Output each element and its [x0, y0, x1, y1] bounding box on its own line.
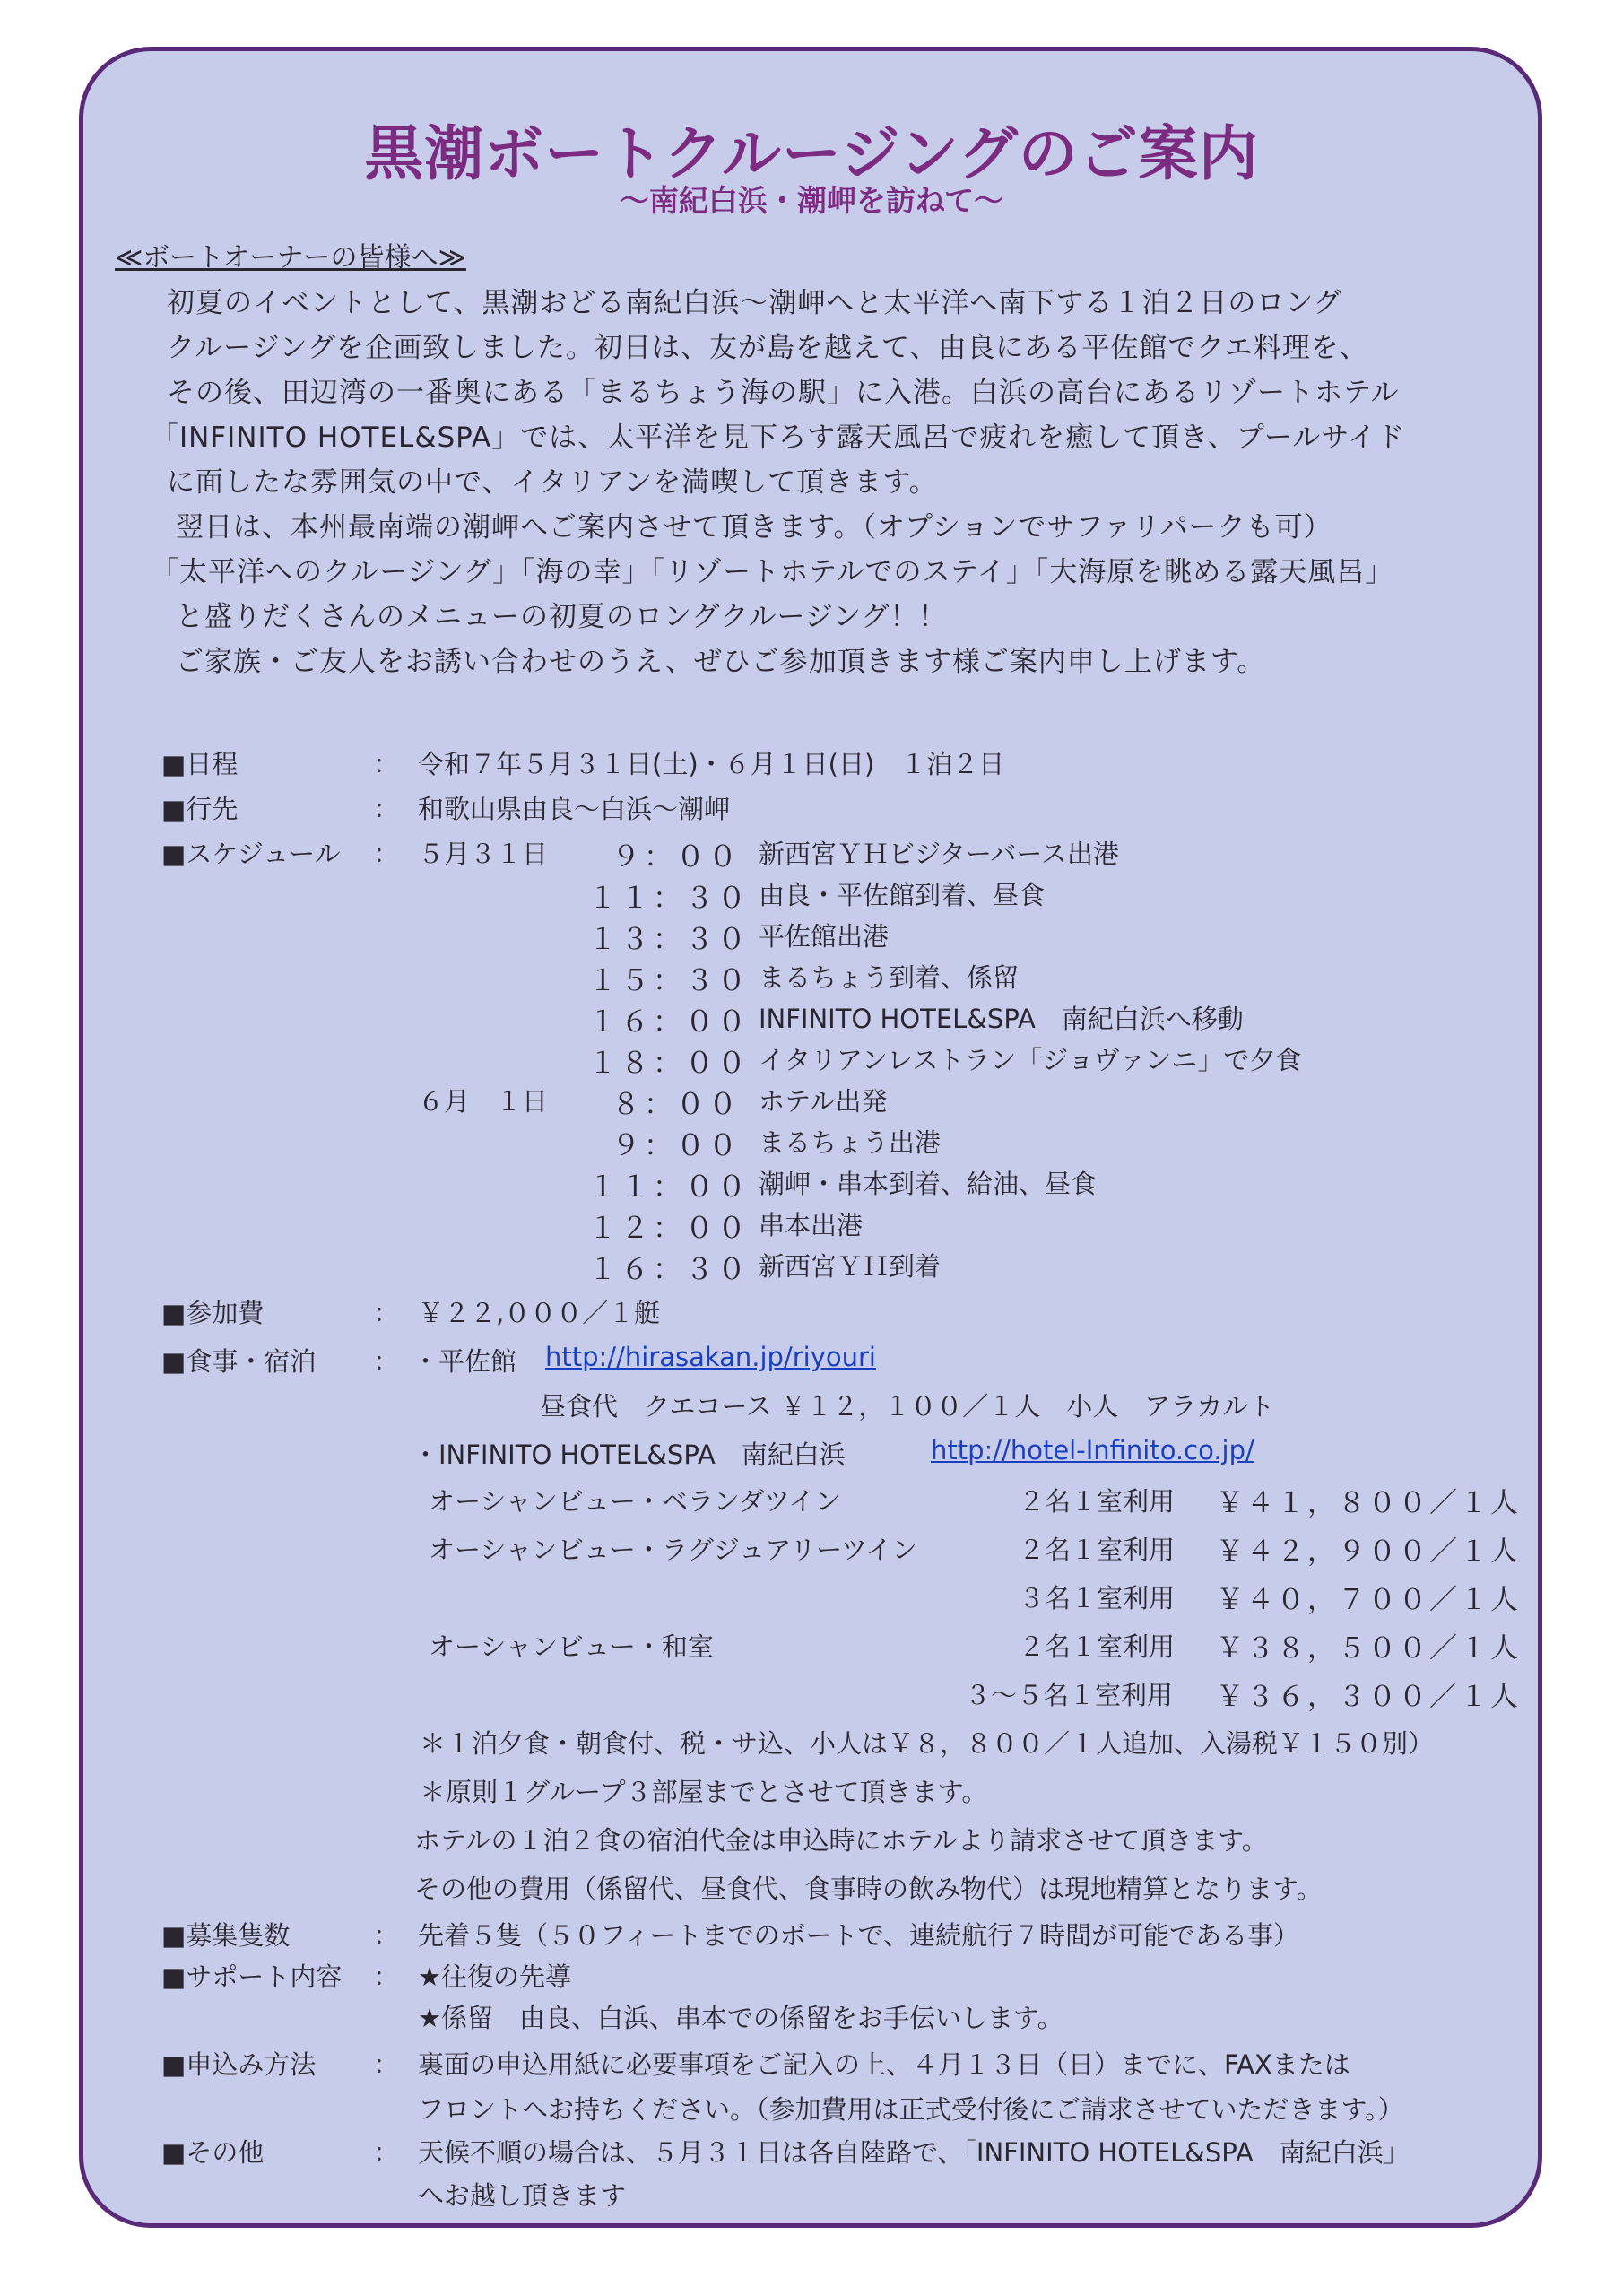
label-meals: ■食事・宿泊: [161, 1346, 317, 1377]
date-value: 令和７年５月３１日(土)・６月１日(日) １泊２日: [418, 749, 1005, 779]
intro-line: クルージングを企画致しました。初日は、友が島を越えて、由良にある平佐館でクエ料理を、: [167, 332, 1368, 364]
intro-line: に面したな雰囲気の中で、イタリアンを満喫して頂きます。: [167, 466, 938, 499]
schedule-event: イタリアンレストラン「ジョヴァンニ」で夕食: [759, 1045, 1302, 1075]
support-value: ★係留 由良、白浜、串本での係留をお手伝いします。: [418, 2003, 1063, 2033]
lunch-price: 昼食代 クエコース ￥１２，１００／１人 小人 アラカルト: [540, 1391, 1275, 1422]
label-destination: ■行先: [161, 794, 239, 824]
schedule-time: １５：３０: [588, 963, 751, 997]
other-value: 天候不順の場合は、５月３１日は各自陸路で、「INFINITO HOTEL&SPA 南紀白浜」: [418, 2137, 1410, 2168]
colon: ：: [373, 1920, 400, 1951]
intro-line: と盛りだくさんのメニューの初夏のロングクルージング！！: [176, 601, 948, 633]
intro-line: 「太平洋へのクルージング」「海の幸」「リゾートホテルでのステイ」「大海原を眺める露天風呂」: [151, 556, 1394, 588]
room-occupancy: ２名１室利用: [1019, 1631, 1176, 1662]
schedule-time: １１：３０: [588, 881, 751, 915]
schedule-day1: ５月３１日: [418, 839, 549, 869]
room-type: オーシャンビュー・ラグジュアリーツイン: [429, 1535, 918, 1565]
schedule-event: INFINITO HOTEL&SPA 南紀白浜へ移動: [759, 1004, 1244, 1034]
room-occupancy: ３～５名１室利用: [965, 1680, 1174, 1710]
schedule-time: １６：００: [588, 1004, 751, 1039]
colon: ：: [373, 2137, 400, 2168]
schedule-time: １３：３０: [588, 922, 751, 956]
schedule-time: ９：００: [611, 1128, 741, 1162]
intro-line: その後、田辺湾の一番奥にある「まるちょう海の駅」に入港。白浜の高台にあるリゾートホテル: [167, 377, 1400, 409]
schedule-event: まるちょう出港: [759, 1127, 942, 1158]
colon: ：: [373, 2049, 400, 2080]
room-type: オーシャンビュー・和室: [429, 1631, 714, 1662]
label-date: ■日程: [161, 749, 239, 779]
room-occupancy: ２名１室利用: [1019, 1535, 1176, 1565]
greeting: ≪ボートオーナーの皆様へ≫: [115, 242, 466, 274]
schedule-event: 串本出港: [759, 1210, 864, 1240]
colon: ：: [373, 1961, 400, 1992]
label-fee: ■参加費: [161, 1298, 265, 1328]
schedule-event: 由良・平佐館到着、昼食: [759, 880, 1046, 910]
meals-note: その他の費用（係留代、昼食代、食事時の飲み物代）は現地精算となります。: [414, 1874, 1323, 1904]
schedule-event: 潮岬・串本到着、給油、昼食: [759, 1169, 1098, 1199]
schedule-time: １６：３０: [588, 1252, 751, 1286]
room-price: ￥３６，３００／１人: [1216, 1681, 1521, 1713]
destination-value: 和歌山県由良～白浜～潮岬: [418, 794, 731, 824]
colon: ：: [373, 839, 400, 869]
schedule-time: ８：００: [611, 1087, 741, 1121]
hirasakan-link[interactable]: http://hirasakan.jp/riyouri: [545, 1342, 876, 1372]
boats-value: 先着５隻（５０フィートまでのボートで、連続航行７時間が可能である事）: [418, 1920, 1300, 1951]
intro-line: ご家族・ご友人をお誘い合わせのうえ、ぜひご参加頂きます様ご案内申し上げます。: [176, 646, 1266, 678]
meals-note: ＊１泊夕食・朝食付、税・サ込、小人は￥８，８００／１人追加、入湯税￥１５０別）: [420, 1728, 1435, 1759]
apply-value: 裏面の申込用紙に必要事項をご記入の上、４月１３日（日）までに、FAXまたは: [418, 2049, 1350, 2080]
intro-line: 初夏のイベントとして、黒潮おどる南紀白浜～潮岬へと太平洋へ南下する１泊２日のロング: [167, 287, 1342, 319]
room-price: ￥４２，９００／１人: [1216, 1535, 1521, 1568]
apply-value: フロントへお持ちください。（参加費用は正式受付後にご請求させていただきます。）: [418, 2094, 1404, 2125]
colon: ：: [373, 794, 400, 824]
hirasakan-label: ・平佐館: [412, 1346, 517, 1377]
label-apply: ■申込み方法: [161, 2049, 317, 2080]
fee-value: ￥２２,０００／１艇: [418, 1298, 661, 1328]
label-schedule: ■スケジュール: [161, 839, 341, 869]
room-price: ￥４１，８００／１人: [1216, 1487, 1521, 1519]
schedule-event: 新西宮ＹＨ到着: [759, 1251, 942, 1282]
label-other: ■その他: [161, 2137, 265, 2168]
page-title: 黒潮ボートクルージングのご案内: [364, 118, 1259, 188]
schedule-time: １１：００: [588, 1170, 751, 1204]
schedule-time: １８：００: [588, 1046, 751, 1080]
hotel-link[interactable]: http://hotel-Infinito.co.jp/: [931, 1435, 1254, 1465]
schedule-time: １２：００: [588, 1211, 751, 1245]
schedule-event: まるちょう到着、係留: [759, 962, 1020, 993]
schedule-event: 新西宮ＹＨビジターバース出港: [759, 839, 1119, 869]
room-type: オーシャンビュー・ベランダツイン: [429, 1486, 841, 1517]
colon: ：: [373, 1298, 400, 1328]
label-support: ■サポート内容: [161, 1961, 343, 1992]
meals-note: ＊原則１グループ３部屋までとさせて頂きます。: [420, 1777, 988, 1807]
schedule-event: 平佐館出港: [759, 921, 890, 952]
intro-line: 「INFINITO HOTEL&SPA」では、太平洋を見下ろす露天風呂で疲れを癒して頂き、プールサイド: [151, 422, 1406, 454]
label-boats: ■募集隻数: [161, 1920, 291, 1951]
room-price: ￥４０，７００／１人: [1216, 1584, 1521, 1616]
colon: ：: [373, 1346, 400, 1377]
page-subtitle: ～南紀白浜・潮岬を訪ねて～: [619, 183, 1004, 218]
schedule-day2: ６月 １日: [418, 1086, 549, 1117]
support-value: ★往復の先導: [418, 1961, 571, 1992]
room-occupancy: ２名１室利用: [1019, 1486, 1176, 1517]
intro-line: 翌日は、本州最南端の潮岬へご案内させて頂きます。（オプションでサファリパークも可）: [176, 511, 1332, 544]
room-occupancy: ３名１室利用: [1019, 1583, 1176, 1613]
other-value: へお越し頂きます: [418, 2180, 627, 2211]
schedule-time: ９：００: [611, 839, 741, 874]
meals-note: ホテルの１泊２食の宿泊代金は申込時にホテルより請求させて頂きます。: [414, 1825, 1268, 1856]
room-price: ￥３８，５００／１人: [1216, 1632, 1521, 1665]
schedule-event: ホテル出発: [759, 1086, 888, 1117]
colon: ：: [373, 749, 400, 779]
hotel-label: ・INFINITO HOTEL&SPA 南紀白浜: [412, 1439, 846, 1470]
